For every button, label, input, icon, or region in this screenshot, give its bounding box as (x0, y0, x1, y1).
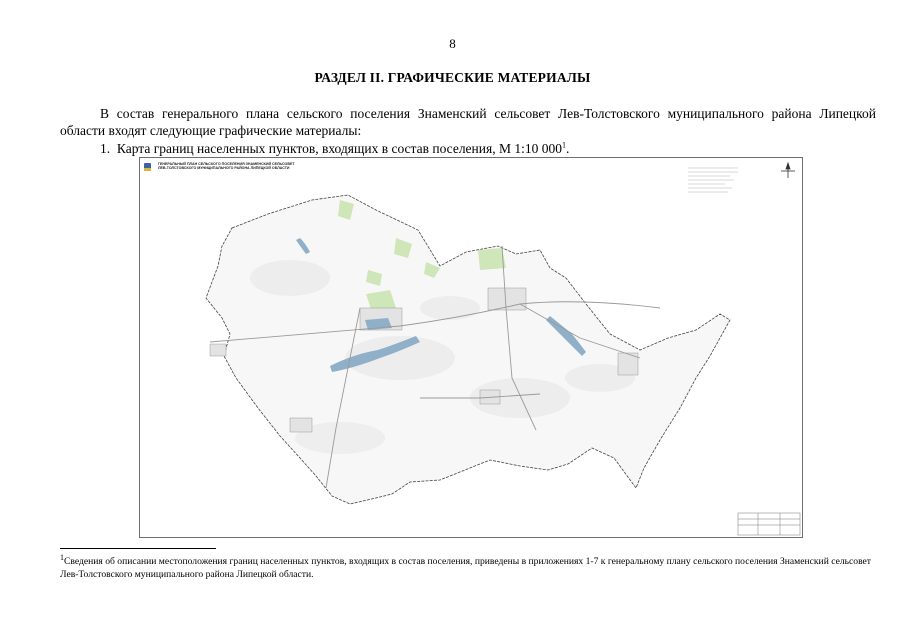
title-block (738, 513, 800, 535)
settlement-boundary-map (139, 157, 803, 538)
page-number: 8 (449, 36, 456, 51)
legend-block (688, 168, 738, 192)
intro-paragraph: В состав генерального плана сельского поселения Знаменский сельсовет Лев-Толстовского муниципального района Липецкой области входят следующие графические материалы: (60, 106, 876, 138)
map-title-header (146, 162, 296, 171)
footnote-text: Сведения об описании местоположения границ населенных пунктов, входящих в состав поселения, приведены в приложениях 1-7 к генеральному плану сельского поселения Знаменский сельсовет Лев-Толстовского муниципального района Липецкой области. (60, 556, 871, 580)
section-title: РАЗДЕЛ II. ГРАФИЧЕСКИЕ МАТЕРИАЛЫ (314, 70, 591, 85)
footnote-reference[interactable]: 1 (561, 140, 566, 150)
map-title-line-2: ЛЕВ-ТОЛСТОВСКОГО МУНИЦИПАЛЬНОГО РАЙОНА ЛИПЕЦКОЙ ОБЛАСТИ (158, 166, 290, 171)
footnote-separator (60, 548, 216, 549)
footnote (60, 552, 878, 581)
map-drawing (140, 158, 802, 537)
list-item-map (100, 140, 569, 157)
footnote-marker: 1 (60, 552, 64, 562)
list-item-number: 1. (100, 141, 111, 156)
list-item-trailing: . (565, 141, 570, 156)
list-item-text: Карта границ населенных пунктов, входящих в состав поселения, М 1:10 000 (116, 141, 562, 156)
map-title-line-1: ГЕНЕРАЛЬНЫЙ ПЛАН СЕЛЬСКОГО ПОСЕЛЕНИЯ ЗНАМЕНСКИЙ СЕЛЬСОВЕТ (158, 162, 295, 166)
territory-outline (206, 195, 730, 504)
north-arrow-icon (781, 163, 795, 178)
